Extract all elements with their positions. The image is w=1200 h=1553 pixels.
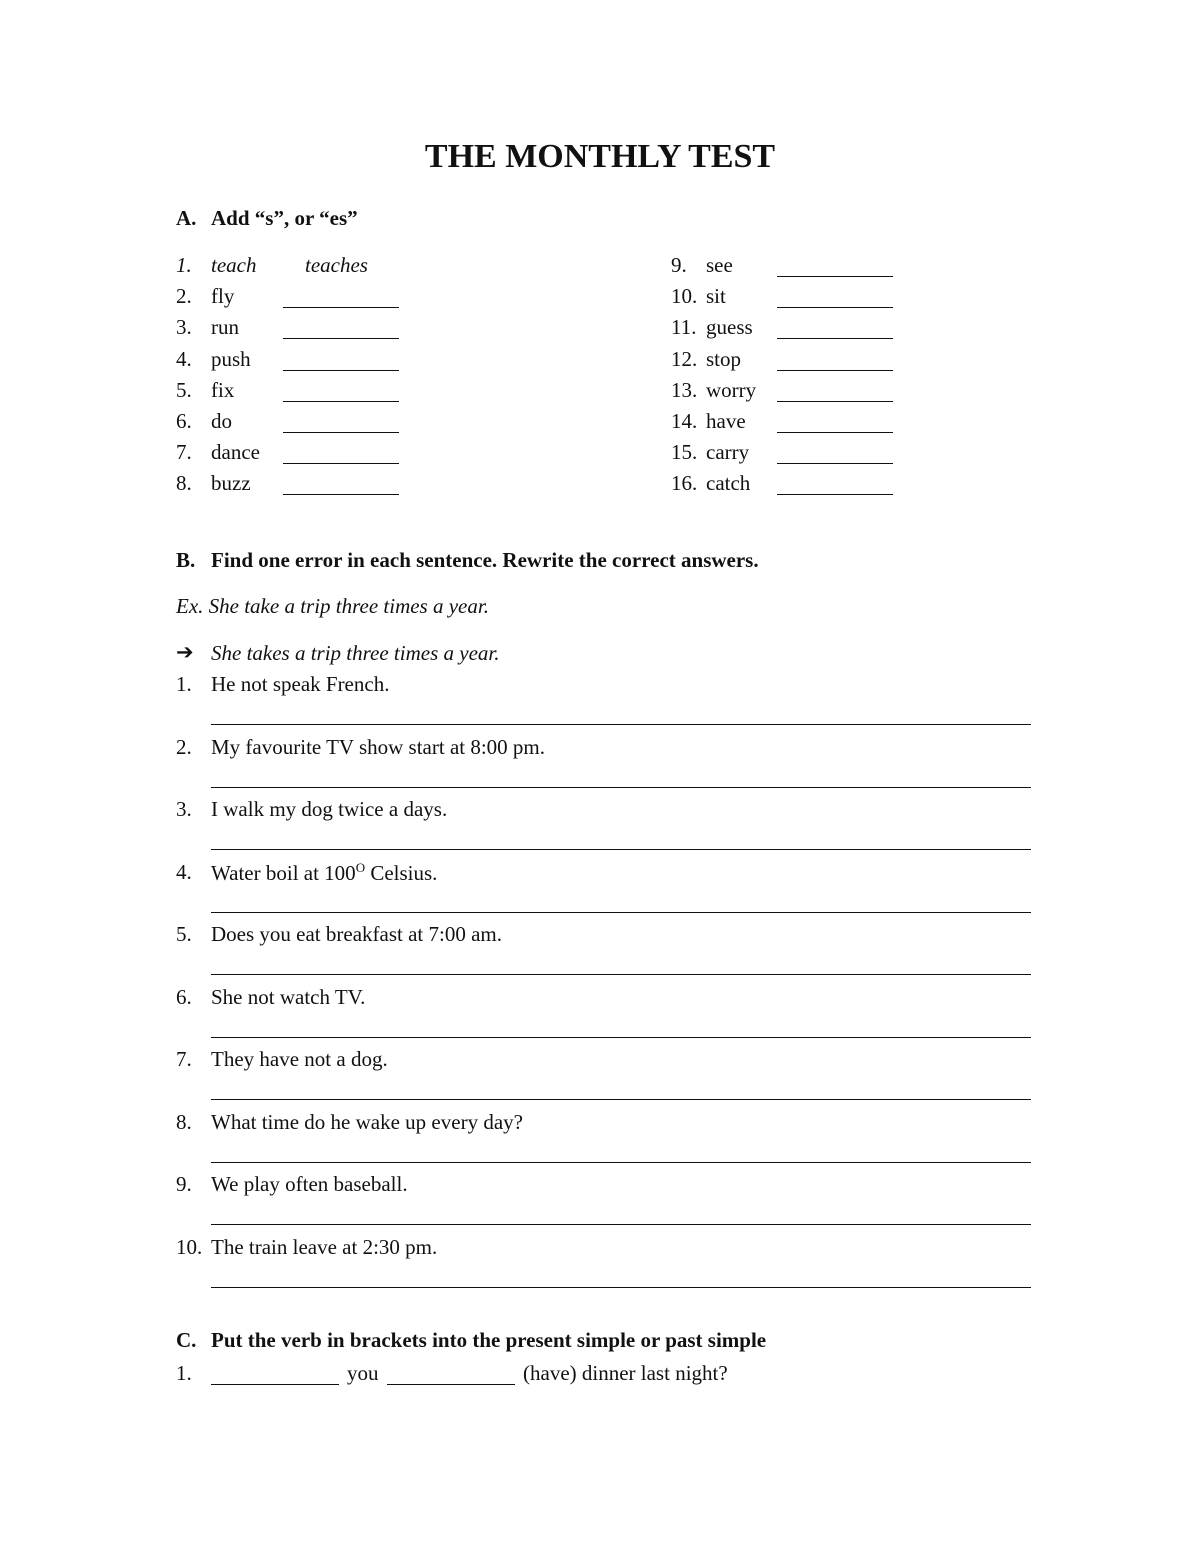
rewrite-answer-line[interactable]	[211, 1162, 1031, 1163]
list-item-number: 1.	[176, 253, 192, 277]
list-item-number: 15.	[671, 440, 698, 465]
list-item-number: 13.	[671, 377, 698, 402]
sentence-text-part: Water boil at 100	[211, 860, 356, 885]
list-item-word: sit	[706, 284, 726, 309]
sentence-text: They have not a dog.	[211, 1047, 388, 1071]
rewrite-answer-line[interactable]	[211, 849, 1031, 850]
answer-blank[interactable]	[283, 494, 399, 495]
answer-blank[interactable]	[777, 307, 893, 308]
list-item-number: 5.	[176, 377, 192, 402]
rewrite-answer-line[interactable]	[211, 787, 1031, 788]
rewrite-answer-line[interactable]	[211, 1099, 1031, 1100]
list-item-word: catch	[706, 471, 751, 496]
sentence-number: 9.	[176, 1172, 192, 1196]
list-item-word: see	[706, 253, 733, 277]
list-item-word: fly	[211, 284, 235, 309]
sentence-text: My favourite TV show start at 8:00 pm.	[211, 734, 546, 759]
list-item-word: do	[211, 409, 232, 433]
list-item-number: 11.	[671, 315, 697, 340]
answer-blank[interactable]	[283, 463, 399, 464]
list-item-number: 12.	[671, 346, 698, 371]
question-number: 1.	[176, 1361, 192, 1385]
sentence-number: 4.	[176, 859, 192, 884]
list-item-word: fix	[211, 377, 235, 402]
answer-blank[interactable]	[777, 401, 893, 402]
question-text: you	[347, 1361, 379, 1385]
list-item-number: 6.	[176, 409, 192, 433]
list-item-number: 9.	[671, 253, 687, 277]
degree-sign: O	[355, 859, 366, 875]
example-sentence: Ex. She take a trip three times a year.	[176, 594, 489, 618]
sentence-text: Does you eat breakfast at 7:00 am.	[211, 922, 502, 946]
answer-blank[interactable]	[777, 432, 893, 433]
section-b-letter: B.	[176, 548, 196, 572]
arrow-right-icon: ➔	[176, 640, 194, 664]
sentence-number: 7.	[176, 1047, 192, 1071]
section-c-heading: Put the verb in brackets into the present simple or past simple	[211, 1328, 767, 1352]
list-item-number: 2.	[176, 284, 192, 309]
sentence-text: The train leave at 2:30 pm.	[211, 1234, 438, 1259]
answer-blank[interactable]	[777, 338, 893, 339]
rewrite-answer-line[interactable]	[211, 912, 1031, 913]
answer-blank[interactable]	[283, 370, 399, 371]
sentence-text: She not watch TV.	[211, 984, 366, 1009]
sentence-number: 6.	[176, 984, 192, 1009]
page-title: THE MONTHLY TEST	[424, 138, 776, 175]
section-c-letter: C.	[176, 1328, 197, 1352]
list-item-number: 4.	[176, 346, 192, 371]
answer-blank[interactable]	[283, 338, 399, 339]
list-item-number: 16.	[671, 471, 698, 496]
section-a-letter: A.	[176, 206, 197, 230]
answer-blank[interactable]	[387, 1384, 515, 1385]
sentence-text: We play often baseball.	[211, 1172, 408, 1196]
list-item-word: have	[706, 409, 746, 433]
sentence-number: 5.	[176, 922, 192, 946]
list-item-word: push	[211, 346, 251, 371]
section-a-heading: Add “s”, or “es”	[211, 206, 358, 230]
rewrite-answer-line[interactable]	[211, 1037, 1031, 1038]
rewrite-answer-line[interactable]	[211, 1287, 1031, 1288]
answer-blank[interactable]	[777, 463, 893, 464]
list-item-word: carry	[706, 440, 750, 465]
answer-blank[interactable]	[777, 370, 893, 371]
sentence-text-part: Celsius.	[365, 860, 438, 885]
list-item-number: 3.	[176, 315, 192, 340]
example-answer: teaches	[305, 253, 368, 277]
answer-blank[interactable]	[283, 401, 399, 402]
answer-blank[interactable]	[211, 1384, 339, 1385]
sentence-number: 8.	[176, 1109, 192, 1134]
list-item-number: 14.	[671, 409, 698, 433]
answer-blank[interactable]	[777, 494, 893, 495]
sentence-number: 10.	[176, 1234, 203, 1259]
rewrite-answer-line[interactable]	[211, 724, 1031, 725]
rewrite-answer-line[interactable]	[211, 974, 1031, 975]
list-item-word: worry	[706, 377, 757, 402]
list-item-word: stop	[706, 346, 742, 371]
list-item-number: 7.	[176, 440, 192, 465]
list-item-word: guess	[706, 315, 753, 340]
answer-blank[interactable]	[283, 307, 399, 308]
sentence-text: What time do he wake up every day?	[211, 1109, 523, 1134]
list-item-word: buzz	[211, 471, 251, 496]
sentence-number: 1.	[176, 672, 192, 696]
sentence-number: 3.	[176, 797, 192, 821]
list-item-word: dance	[211, 440, 260, 465]
section-b-heading: Find one error in each sentence. Rewrite the correct answers.	[211, 548, 759, 572]
sentence-text: I walk my dog twice a days.	[211, 797, 448, 821]
sentence-number: 2.	[176, 734, 192, 759]
list-item-number: 10.	[671, 284, 698, 309]
list-item-number: 8.	[176, 471, 192, 496]
sentence-text	[211, 860, 437, 886]
answer-blank[interactable]	[777, 276, 893, 277]
answer-blank[interactable]	[283, 432, 399, 433]
list-item-word: run	[211, 315, 239, 340]
list-item-word: teach	[211, 253, 257, 277]
question-text: (have) dinner last night?	[523, 1361, 728, 1385]
example-answer: She takes a trip three times a year.	[211, 641, 500, 665]
rewrite-answer-line[interactable]	[211, 1224, 1031, 1225]
sentence-text: He not speak French.	[211, 672, 390, 696]
